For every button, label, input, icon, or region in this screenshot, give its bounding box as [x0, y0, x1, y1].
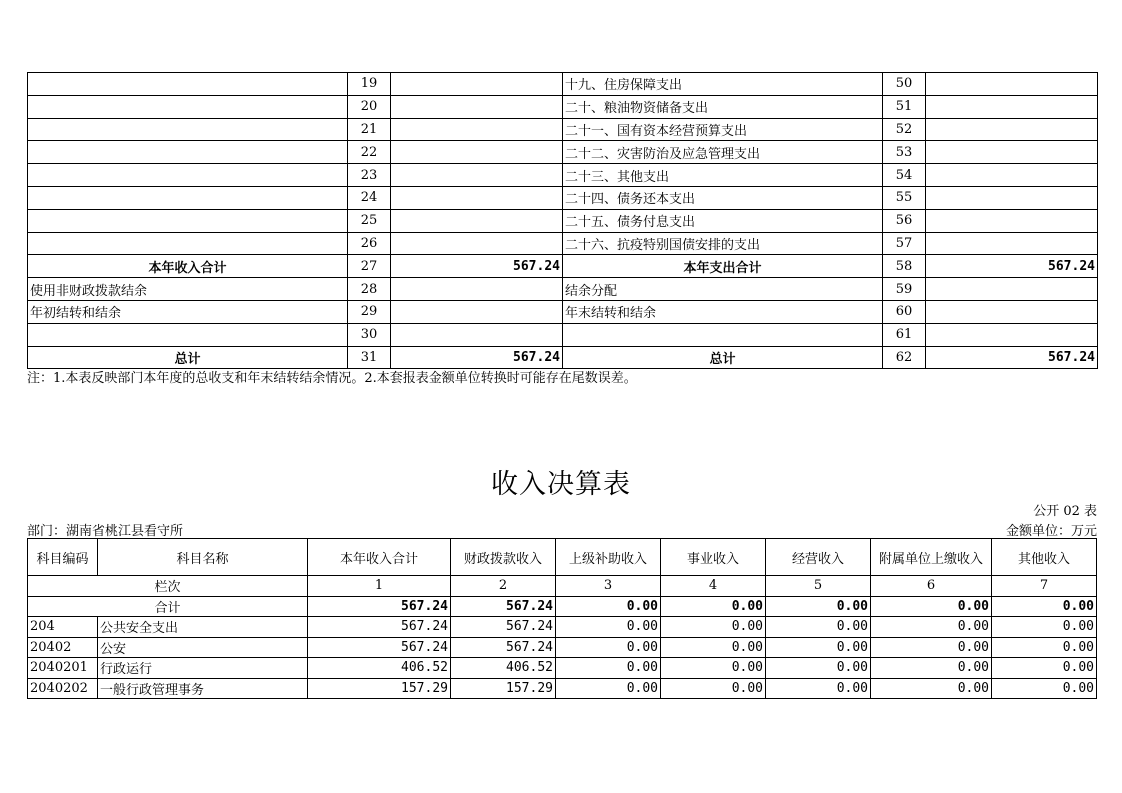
amount-cell: 567.24 [308, 617, 451, 638]
subject-name: 公安 [98, 637, 308, 658]
amount-cell: 0.00 [766, 658, 871, 679]
subject-name: 行政运行 [98, 658, 308, 679]
column-number: 4 [661, 576, 766, 597]
column-header: 其他收入 [992, 539, 1097, 576]
table-row [28, 278, 1098, 301]
total-value: 0.00 [766, 596, 871, 617]
amount-cell: 0.00 [871, 658, 992, 679]
amount-cell: 406.52 [451, 658, 556, 679]
row-right-label: 二十四、债务还本支出 [563, 186, 883, 209]
column-header: 财政拨款收入 [451, 539, 556, 576]
row-right-amount [926, 278, 1098, 301]
row-left-amount [391, 186, 563, 209]
amount-cell: 567.24 [451, 637, 556, 658]
amount-cell: 0.00 [661, 617, 766, 638]
amount-cell: 0.00 [992, 678, 1097, 699]
table-row [28, 209, 1098, 232]
amount-cell: 0.00 [766, 637, 871, 658]
row-right-label: 十九、住房保障支出 [563, 73, 883, 96]
row-left-line-no: 30 [348, 323, 391, 346]
table-row [28, 617, 1097, 638]
amount-cell: 157.29 [451, 678, 556, 699]
row-left-line-no: 22 [348, 141, 391, 164]
row-right-label: 年末结转和结余 [563, 300, 883, 323]
amount-cell: 0.00 [766, 617, 871, 638]
amount-cell: 0.00 [871, 637, 992, 658]
row-left-amount [391, 209, 563, 232]
column-number: 3 [556, 576, 661, 597]
subject-code: 2040202 [28, 678, 98, 699]
amount-cell: 0.00 [661, 637, 766, 658]
row-left-label [28, 164, 348, 187]
row-left-line-no: 23 [348, 164, 391, 187]
column-number: 7 [992, 576, 1097, 597]
row-left-line-no: 26 [348, 232, 391, 255]
row-right-line-no: 54 [883, 164, 926, 187]
row-left-line-no: 29 [348, 300, 391, 323]
row-left-amount [391, 300, 563, 323]
row-left-label: 总计 [28, 346, 348, 369]
subject-code: 2040201 [28, 658, 98, 679]
row-left-amount [391, 141, 563, 164]
table-row [28, 300, 1098, 323]
column-row-label: 栏次 [28, 576, 308, 597]
row-right-label: 总计 [563, 346, 883, 369]
row-right-line-no: 53 [883, 141, 926, 164]
row-left-amount [391, 73, 563, 96]
table-row [28, 323, 1098, 346]
amount-cell: 567.24 [308, 637, 451, 658]
row-right-label: 二十一、国有资本经营预算支出 [563, 118, 883, 141]
table-note: 注：1.本表反映部门本年度的总收支和年末结转结余情况。2.本套报表金额单位转换时可能存在尾数误差。 [27, 371, 637, 386]
row-right-label: 结余分配 [563, 278, 883, 301]
total-value: 0.00 [556, 596, 661, 617]
column-header: 附属单位上缴收入 [871, 539, 992, 576]
total-value: 567.24 [451, 596, 556, 617]
subject-name: 公共安全支出 [98, 617, 308, 638]
row-right-line-no: 61 [883, 323, 926, 346]
row-left-amount [391, 232, 563, 255]
form-reference: 公开 02 表 [1033, 504, 1097, 519]
column-number: 1 [308, 576, 451, 597]
row-right-amount [926, 186, 1098, 209]
row-right-line-no: 52 [883, 118, 926, 141]
row-right-line-no: 50 [883, 73, 926, 96]
total-value: 567.24 [308, 596, 451, 617]
table-row [28, 95, 1098, 118]
row-right-line-no: 57 [883, 232, 926, 255]
column-header: 本年收入合计 [308, 539, 451, 576]
row-left-amount [391, 95, 563, 118]
amount-cell: 567.24 [451, 617, 556, 638]
row-left-label [28, 209, 348, 232]
row-left-line-no: 25 [348, 209, 391, 232]
row-right-label: 二十二、灾害防治及应急管理支出 [563, 141, 883, 164]
amount-cell: 0.00 [992, 617, 1097, 638]
table-row [28, 658, 1097, 679]
amount-cell: 0.00 [661, 678, 766, 699]
income-table [27, 538, 1097, 699]
amount-cell: 0.00 [871, 617, 992, 638]
row-right-label: 二十、粮油物资储备支出 [563, 95, 883, 118]
column-number: 6 [871, 576, 992, 597]
row-right-amount [926, 323, 1098, 346]
page-title: 收入决算表 [491, 469, 631, 500]
amount-cell: 0.00 [556, 637, 661, 658]
amount-cell: 0.00 [556, 678, 661, 699]
amount-cell: 0.00 [766, 678, 871, 699]
row-right-line-no: 55 [883, 186, 926, 209]
row-right-amount [926, 118, 1098, 141]
column-number: 2 [451, 576, 556, 597]
row-left-line-no: 27 [348, 255, 391, 278]
subject-name: 一般行政管理事务 [98, 678, 308, 699]
balance-table-body [28, 73, 1098, 369]
table-row [28, 118, 1098, 141]
table-row [28, 73, 1098, 96]
row-left-amount [391, 164, 563, 187]
row-left-amount [391, 278, 563, 301]
table-row [28, 346, 1098, 369]
amount-cell: 0.00 [556, 658, 661, 679]
row-left-label: 本年收入合计 [28, 255, 348, 278]
row-right-label: 二十三、其他支出 [563, 164, 883, 187]
income-table-body [28, 539, 1097, 699]
row-right-label: 二十五、债务付息支出 [563, 209, 883, 232]
row-right-line-no: 59 [883, 278, 926, 301]
amount-cell: 157.29 [308, 678, 451, 699]
total-value: 0.00 [661, 596, 766, 617]
row-right-line-no: 51 [883, 95, 926, 118]
column-number: 5 [766, 576, 871, 597]
amount-cell: 0.00 [992, 658, 1097, 679]
amount-cell: 406.52 [308, 658, 451, 679]
row-right-amount [926, 95, 1098, 118]
row-right-amount [926, 232, 1098, 255]
row-left-amount [391, 323, 563, 346]
table-row [28, 637, 1097, 658]
column-header: 科目名称 [98, 539, 308, 576]
row-right-line-no: 56 [883, 209, 926, 232]
amount-cell: 0.00 [871, 678, 992, 699]
subject-code: 20402 [28, 637, 98, 658]
table-row [28, 232, 1098, 255]
row-right-amount [926, 300, 1098, 323]
row-left-label [28, 118, 348, 141]
row-left-amount: 567.24 [391, 346, 563, 369]
row-left-label [28, 323, 348, 346]
column-header: 经营收入 [766, 539, 871, 576]
balance-table-continued [27, 72, 1098, 369]
row-right-label: 本年支出合计 [563, 255, 883, 278]
header-row [28, 539, 1097, 576]
column-number-row [28, 576, 1097, 597]
row-left-line-no: 31 [348, 346, 391, 369]
column-header: 上级补助收入 [556, 539, 661, 576]
table-row [28, 164, 1098, 187]
row-left-label [28, 232, 348, 255]
total-value: 0.00 [871, 596, 992, 617]
row-left-line-no: 20 [348, 95, 391, 118]
subject-code: 204 [28, 617, 98, 638]
row-right-label: 二十六、抗疫特别国债安排的支出 [563, 232, 883, 255]
row-left-label [28, 141, 348, 164]
total-label: 合计 [28, 596, 308, 617]
row-right-line-no: 58 [883, 255, 926, 278]
department-label: 部门：湖南省桃江县看守所 [27, 524, 184, 539]
table-row [28, 255, 1098, 278]
row-right-amount [926, 73, 1098, 96]
row-right-amount [926, 209, 1098, 232]
row-left-line-no: 28 [348, 278, 391, 301]
row-left-label: 年初结转和结余 [28, 300, 348, 323]
table-row [28, 678, 1097, 699]
row-left-label [28, 73, 348, 96]
row-left-amount [391, 118, 563, 141]
row-right-line-no: 60 [883, 300, 926, 323]
total-row [28, 596, 1097, 617]
row-right-line-no: 62 [883, 346, 926, 369]
row-left-amount: 567.24 [391, 255, 563, 278]
total-value: 0.00 [992, 596, 1097, 617]
row-left-label: 使用非财政拨款结余 [28, 278, 348, 301]
row-left-label [28, 95, 348, 118]
table-row [28, 186, 1098, 209]
row-left-line-no: 19 [348, 73, 391, 96]
row-right-amount [926, 164, 1098, 187]
column-header: 科目编码 [28, 539, 98, 576]
row-left-line-no: 21 [348, 118, 391, 141]
amount-unit-label: 金额单位：万元 [1005, 524, 1097, 539]
row-left-line-no: 24 [348, 186, 391, 209]
column-header: 事业收入 [661, 539, 766, 576]
row-left-label [28, 186, 348, 209]
row-right-amount: 567.24 [926, 346, 1098, 369]
amount-cell: 0.00 [661, 658, 766, 679]
table-row [28, 141, 1098, 164]
row-right-amount: 567.24 [926, 255, 1098, 278]
row-right-label [563, 323, 883, 346]
amount-cell: 0.00 [992, 637, 1097, 658]
row-right-amount [926, 141, 1098, 164]
amount-cell: 0.00 [556, 617, 661, 638]
